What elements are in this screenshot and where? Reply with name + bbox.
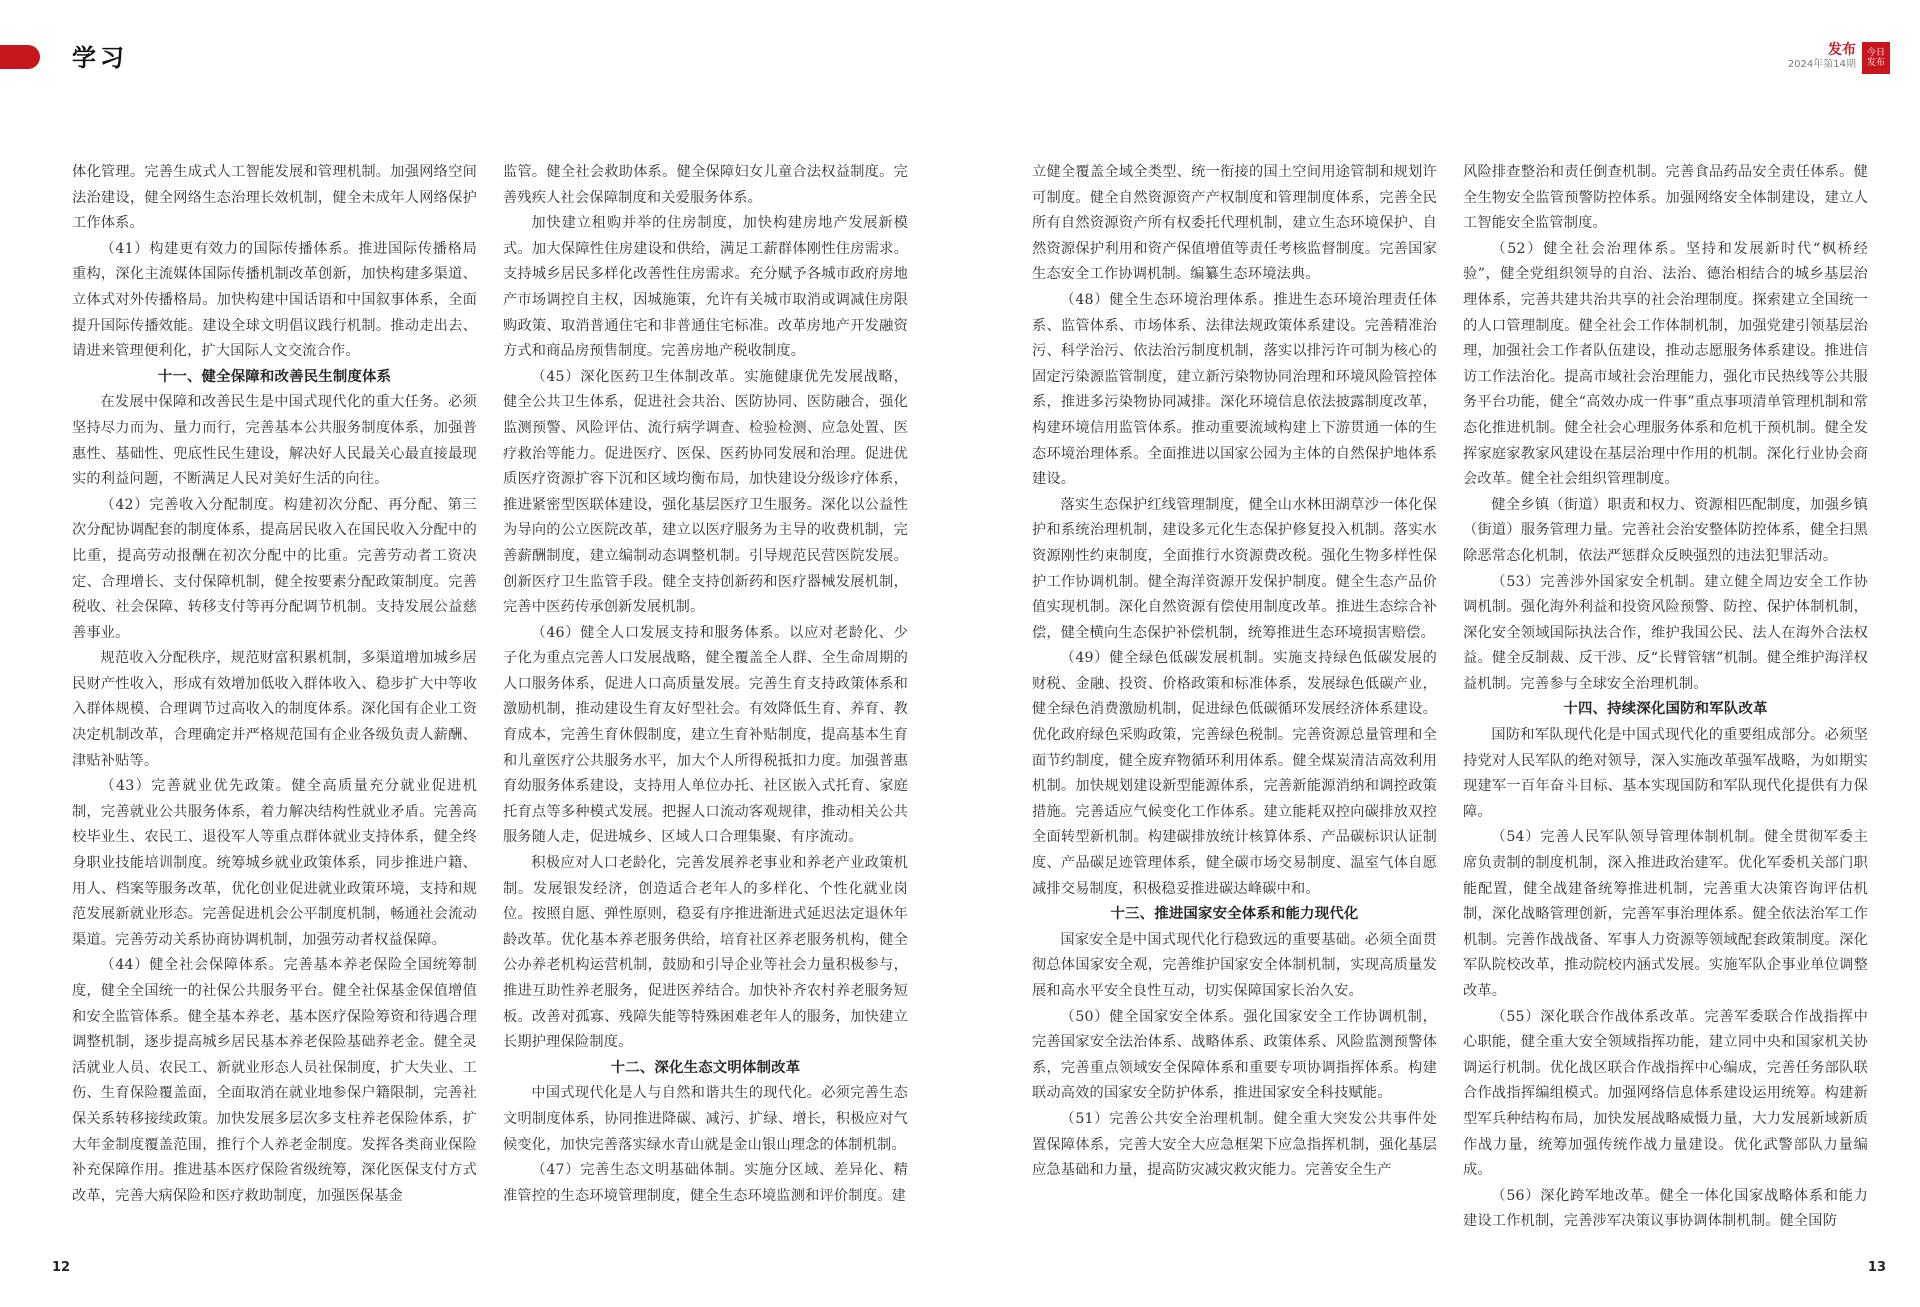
issue-label: 2024年第14期 xyxy=(1787,59,1856,70)
section-heading: 十一、健全保障和改善民生制度体系 xyxy=(157,368,392,385)
paragraph: 中国式现代化是人与自然和谐共生的现代化。必须完善生态文明制度体系，协同推进降碳、减污、扩绿、增长，积极应对气候变化，加快完善落实绿水青山就是金山银山理念的体制机制。 xyxy=(503,1085,908,1153)
logo-text-bottom: 发布 xyxy=(1866,58,1885,68)
paragraph: （55）深化联合作战体系改革。完善军委联合作战指挥中心职能，健全重大安全领域指挥功能，建立同中央和国家机关协调运行机制。优化战区联合作战指挥中心编成，完善任务部队联合作战指挥编组模式。加强网络信息体系建设运用统筹。构建新型军兵种结构布局，加快发展战略威慑力量，大力发展新域新质作战力量，统筹加强传统作战力量建设。优化武警部队力量编成。 xyxy=(1463,1008,1868,1179)
text-column-2 xyxy=(503,160,908,1255)
paragraph: 落实生态保护红线管理制度，健全山水林田湖草沙一体化保护和系统治理机制，建设多元化生态保护修复投入机制。落实水资源刚性约束制度，全面推行水资源费改税。强化生物多样性保护工作协调机制。健全海洋资源开发保护制度。健全生态产品价值实现机制。深化自然资源有偿使用制度改革。推进生态综合补偿，健全横向生态保护补偿机制，统筹推进生态环境损害赔偿。 xyxy=(1032,496,1437,641)
paragraph: 在发展中保障和改善民生是中国式现代化的重大任务。必须坚持尽力而为、量力而行，完善基本公共服务制度体系，加强普惠性、基础性、兜底性民生建设，解决好人民最关心最直接最现实的利益问题，不断满足人民对美好生活的向往。 xyxy=(72,394,477,488)
section-heading: 十二、深化生态文明体制改革 xyxy=(610,1059,801,1076)
page-number-right: 13 xyxy=(1867,1260,1886,1275)
page-number-left: 12 xyxy=(52,1260,71,1275)
paragraph: 国防和军队现代化是中国式现代化的重要组成部分。必须坚持党对人民军队的绝对领导，深入实施改革强军战略，为如期实现建军一百年奋斗目标、基本实现国防和军队现代化提供有力保障。 xyxy=(1463,727,1868,820)
paragraph: 监管。健全社会救助体系。健全保障妇女儿童合法权益制度。完善残疾人社会保障制度和关爱服务体系。 xyxy=(503,164,908,206)
paragraph: （51）完善公共安全治理机制。健全重大突发公共事件处置保障体系，完善大安全大应急框架下应急指挥机制，强化基层应急基础和力量，提高防灾减灾救灾能力。完善安全生产 xyxy=(1032,1110,1437,1179)
brand-name: 发布 xyxy=(1828,42,1856,58)
section-title: 学习 xyxy=(72,44,128,72)
brand-logo-icon xyxy=(1862,42,1890,74)
logo-text-top: 今日 xyxy=(1866,48,1885,58)
text-column-4 xyxy=(1463,160,1868,1255)
paragraph: （41）构建更有效力的国际传播体系。推进国际传播格局重构，深化主流媒体国际传播机制改革创新，加快构建多渠道、立体式对外传播格局。加快构建中国话语和中国叙事体系，全面提升国际传播效能。建设全球文明倡议践行机制。推动走出去、请进来管理便利化，扩大国际人文交流合作。 xyxy=(72,240,477,360)
section-marker xyxy=(0,45,40,69)
paragraph: （56）深化跨军地改革。健全一体化国家战略体系和能力建设工作机制，完善涉军决策议事协调体制机制。健全国防 xyxy=(1463,1187,1868,1230)
section-heading: 十四、持续深化国防和军队改革 xyxy=(1563,701,1768,718)
section-heading: 十三、推进国家安全体系和能力现代化 xyxy=(1110,906,1359,923)
paragraph: 立健全覆盖全域全类型、统一衔接的国土空间用途管制和规划许可制度。健全自然资源资产产权制度和管理制度体系，完善全民所有自然资源资产所有权委托代理机制，建立生态环境保护、自然资源保护利用和资产保值增值等责任考核监督制度。完善国家生态安全工作协调机制。编纂生态环境法典。 xyxy=(1032,164,1437,283)
paragraph: （48）健全生态环境治理体系。推进生态环境治理责任体系、监管体系、市场体系、法律法规政策体系建设。完善精准治污、科学治污、依法治污制度机制，落实以排污许可制为核心的固定污染源监管制度，建立新污染物协同治理和环境风险管控体系，推进多污染物协同减排。深化环境信息依法披露制度改革，构建环境信用监管体系。推动重要流域构建上下游贯通一体的生态环境治理体系。全面推进以国家公园为主体的自然保护地体系建设。 xyxy=(1032,291,1437,488)
paragraph: （42）完善收入分配制度。构建初次分配、再分配、第三次分配协调配套的制度体系，提高居民收入在国民收入分配中的比重，提高劳动报酬在初次分配中的比重。完善劳动者工资决定、合理增长、支付保障机制，健全按要素分配政策制度。完善税收、社会保障、转移支付等再分配调节机制。支持发展公益慈善事业。 xyxy=(72,496,477,641)
paragraph: （44）健全社会保障体系。完善基本养老保险全国统筹制度，健全全国统一的社保公共服务平台。健全社保基金保值增值和安全监管体系。健全基本养老、基本医疗保险筹资和待遇合理调整机制，逐步提高城乡居民基本养老保险基础养老金。健全灵活就业人员、农民工、新就业形态人员社保制度，扩大失业、工伤、生育保险覆盖面，全面取消在就业地参保户籍限制，完善社保关系转移接续政策。加快发展多层次多支柱养老保险体系，扩大年金制度覆盖范围，推行个人养老金制度。发挥各类商业保险补充保障作用。推进基本医疗保险省级统筹，深化医保支付方式改革，完善大病保险和医疗救助制度，加强医保基金 xyxy=(72,957,477,1204)
paragraph: （49）健全绿色低碳发展机制。实施支持绿色低碳发展的财税、金融、投资、价格政策和标准体系，发展绿色低碳产业，健全绿色消费激励机制，促进绿色低碳循环发展经济体系建设。优化政府绿色采购政策，完善绿色税制。完善资源总量管理和全面节约制度，健全废弃物循环利用体系。健全煤炭清洁高效利用机制。加快规划建设新型能源体系，完善新能源消纳和调控政策措施。完善适应气候变化工作体系。建立能耗双控向碳排放双控全面转型新机制。构建碳排放统计核算体系、产品碳标识认证制度、产品碳足迹管理体系，健全碳市场交易制度、温室气体自愿减排交易制度，积极稳妥推进碳达峰碳中和。 xyxy=(1032,650,1437,897)
paragraph: 加快建立租购并举的住房制度，加快构建房地产发展新模式。加大保障性住房建设和供给，满足工薪群体刚性住房需求。支持城乡居民多样化改善性住房需求。充分赋予各城市政府房地产市场调控自主权，因城施策，允许有关城市取消或调减住房限购政策、取消普通住宅和非普通住宅标准。改革房地产开发融资方式和商品房预售制度。完善房地产税收制度。 xyxy=(503,215,908,360)
paragraph: （52）健全社会治理体系。坚持和发展新时代“枫桥经验”，健全党组织领导的自治、法治、德治相结合的城乡基层治理体系，完善共建共治共享的社会治理制度。探索建立全国统一的人口管理制度。健全社会工作体制机制，加强党建引领基层治理，加强社会工作者队伍建设，推动志愿服务体系建设。推进信访工作法治化。提高市域社会治理能力，强化市民热线等公共服务平台功能，健全“高效办成一件事”重点事项清单管理机制和常态化推进机制。健全社会心理服务体系和危机干预机制。健全发挥家庭家教家风建设在基层治理中作用的机制。深化行业协会商会改革。健全社会组织管理制度。 xyxy=(1463,240,1868,488)
paragraph: 国家安全是中国式现代化行稳致远的重要基础。必须全面贯彻总体国家安全观，完善维护国家安全体制机制，实现高质量发展和高水平安全良性互动，切实保障国家长治久安。 xyxy=(1032,931,1437,999)
text-column-3 xyxy=(1032,160,1437,1255)
text-column-1 xyxy=(72,160,477,1255)
brand-text xyxy=(1788,42,1856,72)
paragraph: （46）健全人口发展支持和服务体系。以应对老龄化、少子化为重点完善人口发展战略，健全覆盖全人群、全生命周期的人口服务体系，促进人口高质量发展。完善生育支持政策体系和激励机制，推动建设生育友好型社会。有效降低生育、养育、教育成本，完善生育休假制度，建立生育补贴制度，提高基本生育和儿童医疗公共服务水平，加大个人所得税抵扣力度。加强普惠育幼服务体系建设，支持用人单位办托、社区嵌入式托育、家庭托育点等多种模式发展。把握人口流动客观规律，推动相关公共服务随人走，促进城乡、区域人口合理集聚、有序流动。 xyxy=(503,624,908,846)
paragraph: （54）完善人民军队领导管理体制机制。健全贯彻军委主席负责制的制度机制，深入推进政治建军。优化军委机关部门职能配置，健全战建备统筹推进机制，完善重大决策咨询评估机制，深化战略管理创新，完善军事治理体系。健全依法治军工作机制。完善作战战备、军事人力资源等领域配套政策制度。深化军队院校改革，推动院校内涵式发展。实施军队企事业单位调整改革。 xyxy=(1463,829,1868,999)
paragraph: （53）完善涉外国家安全机制。建立健全周边安全工作协调机制。强化海外利益和投资风险预警、防控、保护体制机制，深化安全领域国际执法合作，维护我国公民、法人在海外合法权益。健全反制裁、反干涉、反“长臂管辖”机制。健全维护海洋权益机制。完善参与全球安全治理机制。 xyxy=(1463,573,1868,692)
paragraph: 积极应对人口老龄化，完善发展养老事业和养老产业政策机制。发展银发经济，创造适合老年人的多样化、个性化就业岗位。按照自愿、弹性原则，稳妥有序推进渐进式延迟法定退休年龄改革。优化基本养老服务供给，培育社区养老服务机构，健全公办养老机构运营机制，鼓励和引导企业等社会力量积极参与，推进互助性养老服务，促进医养结合。加快补齐农村养老服务短板。改善对孤寡、残障失能等特殊困难老年人的服务，加快建立长期护理保险制度。 xyxy=(503,855,908,1051)
paragraph: （47）完善生态文明基础体制。实施分区域、差异化、精准管控的生态环境管理制度，健全生态环境监测和评价制度。建 xyxy=(503,1162,908,1204)
paragraph: 体化管理。完善生成式人工智能发展和管理机制。加强网络空间法治建设，健全网络生态治理长效机制，健全未成年人网络保护工作体系。 xyxy=(72,164,477,232)
paragraph: （43）完善就业优先政策。健全高质量充分就业促进机制，完善就业公共服务体系，着力解决结构性就业矛盾。完善高校毕业生、农民工、退役军人等重点群体就业支持体系，健全终身职业技能培训制度。统筹城乡就业政策体系，同步推进户籍、用人、档案等服务改革，优化创业促进就业政策环境，支持和规范发展新就业形态。完善促进机会公平制度机制，畅通社会流动渠道。完善劳动关系协商协调机制，加强劳动者权益保障。 xyxy=(72,778,477,948)
paragraph: 风险排查整治和责任倒查机制。完善食品药品安全责任体系。健全生物安全监管预警防控体系。加强网络安全体制建设，建立人工智能安全监管制度。 xyxy=(1463,164,1868,232)
paragraph: （50）健全国家安全体系。强化国家安全工作协调机制，完善国家安全法治体系、战略体系、政策体系、风险监测预警体系，完善重点领域安全保障体系和重要专项协调指挥体系。构建联动高效的国家安全防护体系，推进国家安全科技赋能。 xyxy=(1032,1008,1437,1102)
paragraph: 规范收入分配秩序，规范财富积累机制，多渠道增加城乡居民财产性收入，形成有效增加低收入群体收入、稳步扩大中等收入群体规模、合理调节过高收入的制度体系。深化国有企业工资决定机制改革，合理确定并严格规范国有企业各级负责人薪酬、津贴补贴等。 xyxy=(72,650,477,769)
paragraph: 健全乡镇（街道）职责和权力、资源相匹配制度，加强乡镇（街道）服务管理力量。完善社会治安整体防控体系，健全扫黑除恶常态化机制，依法严惩群众反映强烈的违法犯罪活动。 xyxy=(1463,496,1868,564)
paragraph: （45）深化医药卫生体制改革。实施健康优先发展战略，健全公共卫生体系，促进社会共治、医防协同、医防融合，强化监测预警、风险评估、流行病学调查、检验检测、应急处置、医疗救治等能力。促进医疗、医保、医药协同发展和治理。促进优质医疗资源扩容下沉和区域均衡布局，加快建设分级诊疗体系，推进紧密型医联体建设，强化基层医疗卫生服务。深化以公益性为导向的公立医院改革，建立以医疗服务为主导的收费机制，完善薪酬制度，建立编制动态调整机制。引导规范民营医院发展。创新医疗卫生监管手段。健全支持创新药和医疗器械发展机制，完善中医药传承创新发展机制。 xyxy=(503,368,908,616)
